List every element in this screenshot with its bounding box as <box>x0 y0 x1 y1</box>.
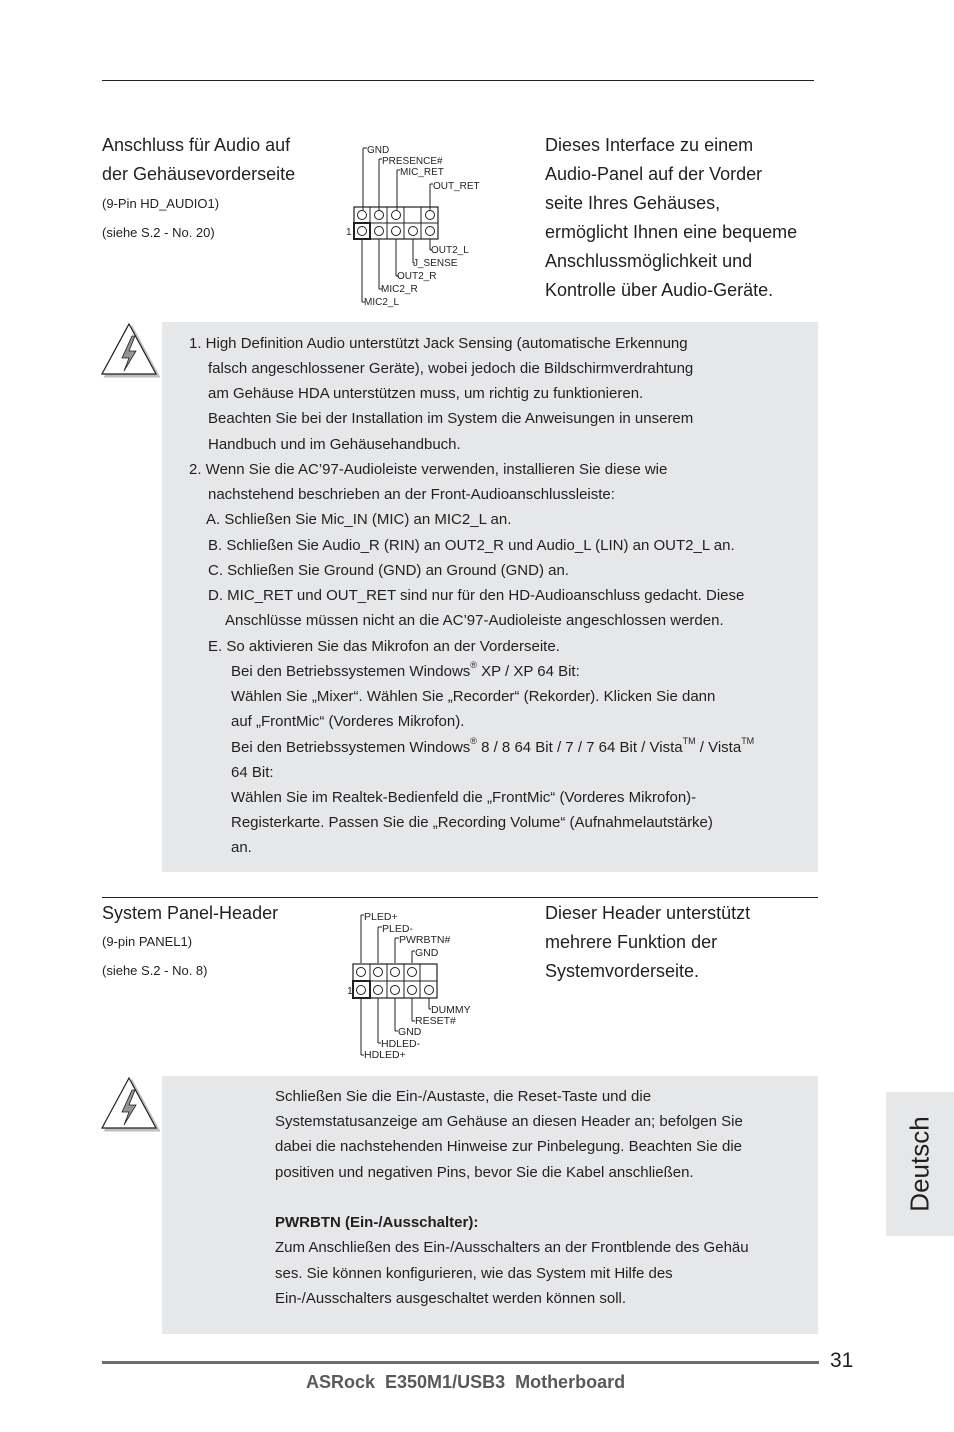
pin-label-dummy: DUMMY <box>431 1004 471 1016</box>
note1-line: Handbuch und im Gehäusehandbuch. <box>208 436 461 453</box>
section2-title: System Panel-Header <box>102 903 279 923</box>
section1-description-5: Anschlussmöglichkeit und <box>545 251 753 271</box>
language-tab <box>886 1092 954 1236</box>
system-panel-pinout-diagram <box>340 905 500 1065</box>
language-tab-label: Deutsch <box>904 1116 935 1212</box>
pin-label-pwrbtn: PWRBTN# <box>399 934 451 946</box>
note1-line: B. Schließen Sie Audio_R (RIN) an OUT2_R und Audio_L (LIN) an OUT2_L an. <box>208 537 735 554</box>
pin-label-mic2-r: MIC2_R <box>381 284 418 295</box>
note2-paragraph-line: Schließen Sie die Ein-/Austaste, die Reset-Taste und die <box>275 1088 652 1105</box>
section1-title-line1: Anschluss für Audio auf <box>102 135 291 155</box>
section1-page-ref: (siehe S.2 - No. 20) <box>102 225 215 240</box>
caution-icon <box>98 1074 160 1134</box>
section1-description-6: Kontrolle über Audio-Geräte. <box>545 280 774 300</box>
pin1-marker: 1 <box>346 227 352 238</box>
section2-pin-info: (9-pin PANEL1) <box>102 934 193 949</box>
note1-line: E. So aktivieren Sie das Mikrofon an der Vorderseite. <box>208 638 560 655</box>
note2-paragraph-line: Systemstatusanzeige am Gehäuse an diesen Header an; befolgen Sie <box>275 1113 743 1130</box>
note1-line: Beachten Sie bei der Installation im System die Anweisungen in unserem <box>208 410 694 427</box>
section1-title-line2: der Gehäusevorderseite <box>102 164 296 184</box>
note1-line: am Gehäuse HDA unterstützen muss, um richtig zu funktionieren. <box>208 385 644 402</box>
note1-line: nachstehend beschrieben an der Front-Audioanschlussleiste: <box>208 486 615 503</box>
note1-line: 2. Wenn Sie die AC’97-Audioleiste verwenden, installieren Sie diese wie <box>189 461 668 478</box>
section-divider <box>102 897 818 898</box>
hd-audio-pinout-diagram <box>340 138 500 313</box>
section1-description-2: Audio-Panel auf der Vorder <box>545 164 763 184</box>
pin-label-out2-r: OUT2_R <box>397 271 437 282</box>
pin1-marker: 1 <box>347 985 353 997</box>
note1-line: Anschlüsse müssen nicht an die AC’97-Audioleiste angeschlossen werden. <box>225 612 724 629</box>
pin-label-gnd: GND <box>367 145 390 156</box>
caution-icon <box>98 320 160 380</box>
pin-label-hdled-plus: HDLED+ <box>364 1049 406 1061</box>
section1-pin-info: (9-Pin HD_AUDIO1) <box>102 196 220 211</box>
section2-description-1: Dieser Header unterstützt <box>545 903 751 923</box>
note1-line: 1. High Definition Audio unterstützt Jack Sensing (automatische Erkennung <box>189 335 688 352</box>
pin-label-gnd-top: GND <box>415 947 439 959</box>
note2-heading: PWRBTN (Ein-/Ausschalter): <box>275 1214 479 1231</box>
note1-line: A. Schließen Sie Mic_IN (MIC) an MIC2_L an. <box>206 511 512 528</box>
footer-rule <box>102 1361 819 1364</box>
note1-line: Wählen Sie im Realtek-Bedienfeld die „FrontMic“ (Vorderes Mikrofon)- <box>231 789 697 806</box>
note2-paragraph-line: Zum Anschließen des Ein-/Ausschalters an der Frontblende des Gehäu <box>275 1239 749 1256</box>
pin-label-reset: RESET# <box>415 1015 456 1027</box>
pin-label-out-ret: OUT_RET <box>433 181 480 192</box>
section2-description-3: Systemvorderseite. <box>545 961 700 981</box>
section2-page-ref: (siehe S.2 - No. 8) <box>102 963 208 978</box>
note1-line: D. MIC_RET und OUT_RET sind nur für den HD-Audioanschluss gedacht. Diese <box>208 587 745 604</box>
pin-label-presence: PRESENCE# <box>382 156 443 167</box>
section1-description-3: seite Ihres Gehäuses, <box>545 193 721 213</box>
section1-description-1: Dieses Interface zu einem <box>545 135 754 155</box>
top-rule <box>102 80 814 81</box>
page-number: 31 <box>830 1349 854 1372</box>
pin-label-out2-l: OUT2_L <box>431 245 469 256</box>
note1-line: C. Schließen Sie Ground (GND) an Ground (GND) an. <box>208 562 569 579</box>
section1-description-4: ermöglicht Ihnen eine bequeme <box>545 222 798 242</box>
pin-label-mic-ret: MIC_RET <box>400 167 444 178</box>
note1-line: auf „FrontMic“ (Vorderes Mikrofon). <box>231 713 465 730</box>
note1-line: Wählen Sie „Mixer“. Wählen Sie „Recorder“ (Rekorder). Klicken Sie dann <box>231 688 716 705</box>
pin-label-pled-minus: PLED- <box>382 923 413 935</box>
note1-line: an. <box>231 839 252 856</box>
section2-description-2: mehrere Funktion der <box>545 932 718 952</box>
note1-line: 64 Bit: <box>231 764 274 781</box>
pin-label-gnd-bottom: GND <box>398 1026 422 1038</box>
note2-paragraph-line: ses. Sie können konfigurieren, wie das System mit Hilfe des <box>275 1265 673 1282</box>
note2-paragraph-line: dabei die nachstehenden Hinweise zur Pinbelegung. Beachten Sie die <box>275 1138 742 1155</box>
pin-label-j-sense: J_SENSE <box>413 258 458 269</box>
pin-label-pled-plus: PLED+ <box>364 911 398 923</box>
note1-line: Bei den Betriebssystemen Windows® 8 / 8 64 Bit / 7 / 7 64 Bit / Vista™ / Vista™ <box>231 736 755 756</box>
note1-line: Bei den Betriebssystemen Windows® XP / XP 64 Bit: <box>231 660 580 680</box>
pin-label-mic2-l: MIC2_L <box>364 297 400 308</box>
note1-line: falsch angeschlossener Geräte), wobei jedoch die Bildschirmverdrahtung <box>208 360 694 377</box>
note1-line: Registerkarte. Passen Sie die „Recording Volume“ (Aufnahmelautstärke) <box>231 814 713 831</box>
note2-paragraph-line: positiven und negativen Pins, bevor Sie die Kabel anschließen. <box>275 1164 694 1181</box>
footer-product-name: ASRock E350M1/USB3 Motherboard <box>306 1372 626 1392</box>
note2-paragraph-line: Ein-/Ausschalters ausgeschaltet werden können soll. <box>275 1290 627 1307</box>
pin-label-hdled-minus: HDLED- <box>381 1038 421 1050</box>
